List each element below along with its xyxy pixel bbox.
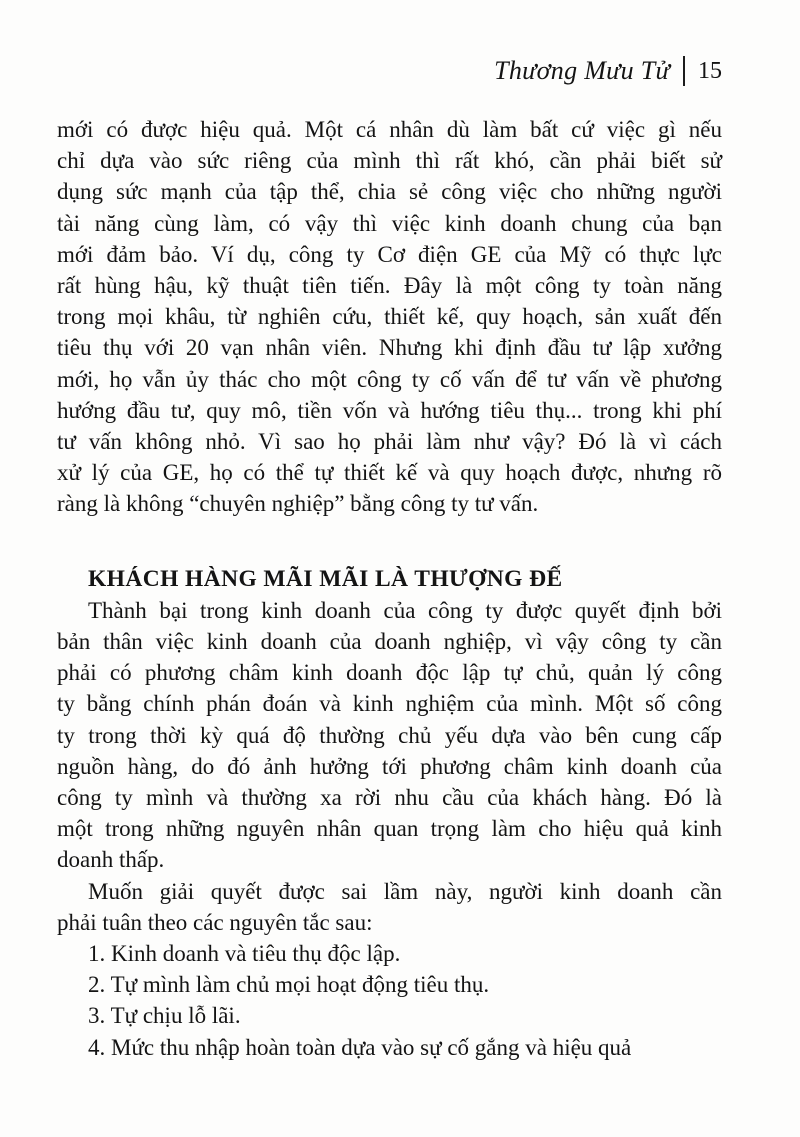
header-divider-rule bbox=[683, 56, 685, 86]
text-line: rất hùng hậu, kỹ thuật tiên tiến. Đây là một công ty toàn năng bbox=[57, 273, 722, 299]
text-line: một trong những nguyên nhân quan trọng làm cho hiệu quả kinh bbox=[57, 816, 722, 842]
section-heading: KHÁCH HÀNG MÃI MÃI LÀ THƯỢNG ĐẾ bbox=[88, 565, 563, 592]
numbered-list bbox=[57, 938, 722, 1063]
text-line: bản thân việc kinh doanh của doanh nghiệp, vì vậy công ty cần bbox=[57, 629, 722, 655]
text-line: tài năng cùng làm, có vậy thì việc kinh doanh chung của bạn bbox=[57, 210, 722, 236]
text-line: 4. Mức thu nhập hoàn toàn dựa vào sự cố gắng và hiệu quả bbox=[88, 1034, 632, 1060]
running-head-title: Thương Mưu Tử bbox=[494, 56, 670, 85]
paragraph-3 bbox=[57, 876, 722, 938]
text-line: công ty mình và thường xa rời nhu cầu của khách hàng. Đó là bbox=[57, 785, 722, 811]
text-line: mới có được hiệu quả. Một cá nhân dù làm bất cứ việc gì nếu bbox=[57, 117, 722, 142]
text-line: trong mọi khâu, từ nghiên cứu, thiết kế, quy hoạch, sản xuất đến bbox=[57, 304, 722, 330]
running-head bbox=[494, 56, 722, 86]
text-line: mới đảm bảo. Ví dụ, công ty Cơ điện GE của Mỹ có thực lực bbox=[57, 241, 722, 267]
text-line: hướng đầu tư, quy mô, tiền vốn và hướng tiêu thụ... trong khi phí bbox=[57, 397, 722, 423]
text-line: 1. Kinh doanh và tiêu thụ độc lập. bbox=[88, 941, 401, 967]
text-line: 2. Tự mình làm chủ mọi hoạt động tiêu thụ. bbox=[88, 972, 490, 998]
text-line: nguồn hàng, do đó ảnh hưởng tới phương châm kinh doanh của bbox=[57, 753, 722, 779]
text-line: dụng sức mạnh của tập thể, chia sẻ công việc cho những người bbox=[57, 179, 722, 205]
text-line: doanh thấp. bbox=[57, 847, 165, 873]
text-line: tư vấn không nhỏ. Vì sao họ phải làm như vậy? Đó là vì cách bbox=[57, 429, 722, 455]
text-line: Thành bại trong kinh doanh của công ty được quyết định bởi bbox=[88, 597, 722, 623]
text-line: phải có phương châm kinh doanh độc lập tự chủ, quản lý công bbox=[57, 660, 722, 686]
text-line: ràng là không “chuyên nghiệp” bằng công ty tư vấn. bbox=[57, 491, 539, 517]
text-line: tiêu thụ với 20 vạn nhân viên. Nhưng khi định đầu tư lập xưởng bbox=[57, 335, 722, 361]
page-number: 15 bbox=[698, 57, 722, 84]
text-line: phải tuân theo các nguyên tắc sau: bbox=[57, 909, 373, 935]
text-line: ty bằng chính phán đoán và kinh nghiệm của mình. Một số công bbox=[57, 691, 722, 717]
text-line: ty trong thời kỳ quá độ thường chủ yếu dựa vào bên cung cấp bbox=[57, 722, 722, 748]
text-line: chỉ dựa vào sức riêng của mình thì rất khó, cần phải biết sử bbox=[57, 148, 722, 174]
text-line: mới, họ vẫn ủy thác cho một công ty cố vấn để tư vấn về phương bbox=[57, 366, 722, 392]
page-body bbox=[57, 114, 722, 1063]
text-line: xử lý của GE, họ có thể tự thiết kế và quy hoạch được, nhưng rõ bbox=[57, 460, 722, 486]
text-line: 3. Tự chịu lỗ lãi. bbox=[88, 1003, 241, 1029]
paragraph-1 bbox=[57, 114, 722, 520]
text-line: Muốn giải quyết được sai lầm này, người kinh doanh cần bbox=[88, 878, 722, 904]
paragraph-2 bbox=[57, 595, 722, 876]
